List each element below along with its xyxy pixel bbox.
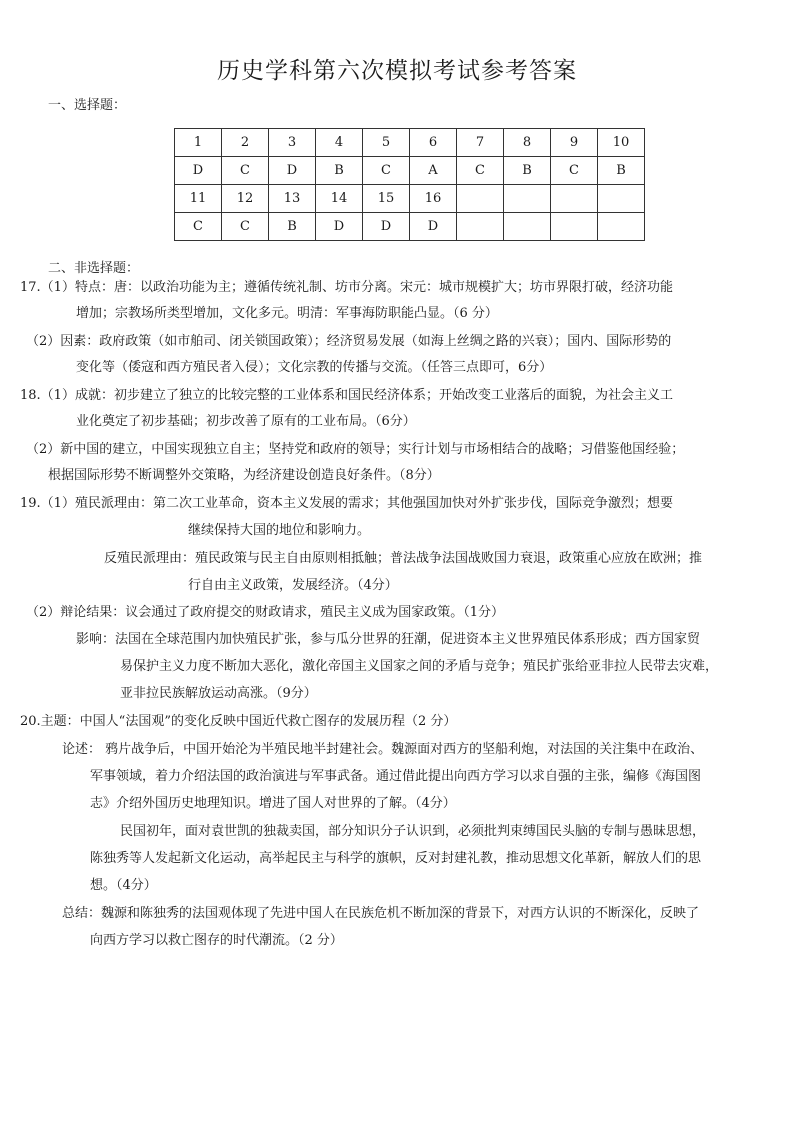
empty-cell xyxy=(551,213,598,241)
answer-cell: C xyxy=(175,213,222,241)
table-row xyxy=(175,213,645,241)
answer-18-line-1: 18.（1）成就：初步建立了独立的比较完整的工业体系和国民经济体系；开始改变工业落后的面貌，为社会主义工 xyxy=(20,388,673,403)
answer-20-line-2: 论述： 鸦片战争后，中国开始沦为半殖民地半封建社会。魏源面对西方的坚船利炮，对法国的关注集中在政治、 xyxy=(62,742,704,757)
answer-17-line-2: 增加；宗教场所类型增加，文化多元。明清：军事海防职能凸显。（6 分） xyxy=(76,306,498,321)
answer-17-line-4: 变化等（倭寇和西方殖民者入侵）；文化宗教的传播与交流。（任答三点即可，6分） xyxy=(76,360,553,375)
empty-cell xyxy=(598,213,645,241)
question-number-cell: 14 xyxy=(316,185,363,213)
answer-20-line-1: 20.主题：中国人“法国观”的变化反映中国近代救亡图存的发展历程（2 分） xyxy=(20,714,457,729)
table-row xyxy=(175,129,645,157)
answer-cell: C xyxy=(363,157,410,185)
answer-19-line-8: 亚非拉民族解放运动高涨。（9分） xyxy=(120,686,317,701)
question-number-cell: 7 xyxy=(457,129,504,157)
answer-20-line-3: 军事领域，着力介绍法国的政治演进与军事武备。通过借此提出向西方学习以求自强的主张，编修《海国图 xyxy=(90,769,702,784)
answer-cell: D xyxy=(175,157,222,185)
answer-cell: D xyxy=(410,213,457,241)
answer-cell: C xyxy=(222,213,269,241)
empty-cell xyxy=(551,185,598,213)
answer-17-line-3: （2）因素：政府政策（如市舶司、闭关锁国政策）；经济贸易发展（如海上丝绸之路的兴衰）；国内、国际形势的 xyxy=(26,334,672,349)
question-number-cell: 2 xyxy=(222,129,269,157)
question-number-cell: 16 xyxy=(410,185,457,213)
question-number-cell: 11 xyxy=(175,185,222,213)
section-heading-choice: 一、选择题： xyxy=(48,98,127,113)
answer-cell: A xyxy=(410,157,457,185)
answer-cell: B xyxy=(269,213,316,241)
question-number-cell: 8 xyxy=(504,129,551,157)
empty-cell xyxy=(598,185,645,213)
answer-19-line-2: 继续保持大国的地位和影响力。 xyxy=(188,523,371,538)
empty-cell xyxy=(457,185,504,213)
answer-20-line-8: 总结：魏源和陈独秀的法国观体现了先进中国人在民族危机不断加深的背景下，对西方认识的不断深化，反映了 xyxy=(62,906,700,921)
table-row xyxy=(175,185,645,213)
answer-cell: C xyxy=(457,157,504,185)
answer-19-line-6: 影响：法国在全球范围内加快殖民扩张，参与瓜分世界的狂潮，促进资本主义世界殖民体系形成；西方国家贸 xyxy=(76,632,701,647)
answer-19-line-4: 行自由主义政策，发展经济。（4分） xyxy=(188,578,398,593)
answer-cell: B xyxy=(504,157,551,185)
answer-table xyxy=(174,128,645,241)
question-number-cell: 15 xyxy=(363,185,410,213)
answer-19-line-3: 反殖民派理由：殖民政策与民主自由原则相抵触；普法战争法国战败国力衰退，政策重心应放在欧洲；推 xyxy=(104,551,703,566)
answer-18-line-3: （2）新中国的建立，中国实现独立自主；坚持党和政府的领导；实行计划与市场相结合的战略；习借鉴他国经验； xyxy=(26,442,685,457)
answer-cell: B xyxy=(316,157,363,185)
question-number-cell: 6 xyxy=(410,129,457,157)
question-number-cell: 10 xyxy=(598,129,645,157)
question-number-cell: 4 xyxy=(316,129,363,157)
question-number-cell: 1 xyxy=(175,129,222,157)
answer-20-line-6: 陈独秀等人发起新文化运动，高举起民主与科学的旗帜，反对封建礼教，推动思想文化革新，解放人们的思 xyxy=(90,851,702,866)
answer-cell: C xyxy=(551,157,598,185)
question-number-cell: 3 xyxy=(269,129,316,157)
answer-18-line-4: 根据国际形势不断调整外交策略，为经济建设创造良好条件。（8分） xyxy=(48,468,440,483)
answer-cell: C xyxy=(222,157,269,185)
answer-17-line-1: 17.（1）特点：唐：以政治功能为主；遵循传统礼制、坊市分离。宋元：城市规模扩大；坊市界限打破，经济功能 xyxy=(20,280,673,295)
answer-cell: D xyxy=(316,213,363,241)
answer-19-line-1: 19.（1）殖民派理由：第二次工业革命，资本主义发展的需求；其他强国加快对外扩张步伐，国际竞争激烈；想要 xyxy=(20,496,673,511)
page-title: 历史学科第六次模拟考试参考答案 xyxy=(217,58,577,84)
answer-20-line-7: 想。（4分） xyxy=(90,878,157,893)
answer-19-line-5: （2）辩论结果：议会通过了政府提交的财政请求，殖民主义成为国家政策。（1分） xyxy=(26,605,505,620)
answer-18-line-2: 业化奠定了初步基础；初步改善了原有的工业布局。（6分） xyxy=(76,414,416,429)
answer-cell: D xyxy=(269,157,316,185)
question-number-cell: 5 xyxy=(363,129,410,157)
question-number-cell: 12 xyxy=(222,185,269,213)
answer-19-line-7: 易保护主义力度不断加大恶化，激化帝国主义国家之间的矛盾与竞争；殖民扩张给亚非拉人民带去灾难， xyxy=(120,659,719,674)
empty-cell xyxy=(457,213,504,241)
answer-cell: B xyxy=(598,157,645,185)
empty-cell xyxy=(504,185,551,213)
empty-cell xyxy=(504,213,551,241)
answer-20-line-4: 志》介绍外国历史地理知识。增进了国人对世界的了解。（4分） xyxy=(90,796,456,811)
answer-20-line-9: 向西方学习以救亡图存的时代潮流。（2 分） xyxy=(90,933,343,948)
answer-cell: D xyxy=(363,213,410,241)
table-row xyxy=(175,157,645,185)
question-number-cell: 13 xyxy=(269,185,316,213)
question-number-cell: 9 xyxy=(551,129,598,157)
section-heading-nonchoice: 二、非选择题： xyxy=(48,261,140,276)
answer-20-line-5: 民国初年，面对袁世凯的独裁卖国，部分知识分子认识到，必须批判束缚国民头脑的专制与愚昧思想， xyxy=(120,824,706,839)
